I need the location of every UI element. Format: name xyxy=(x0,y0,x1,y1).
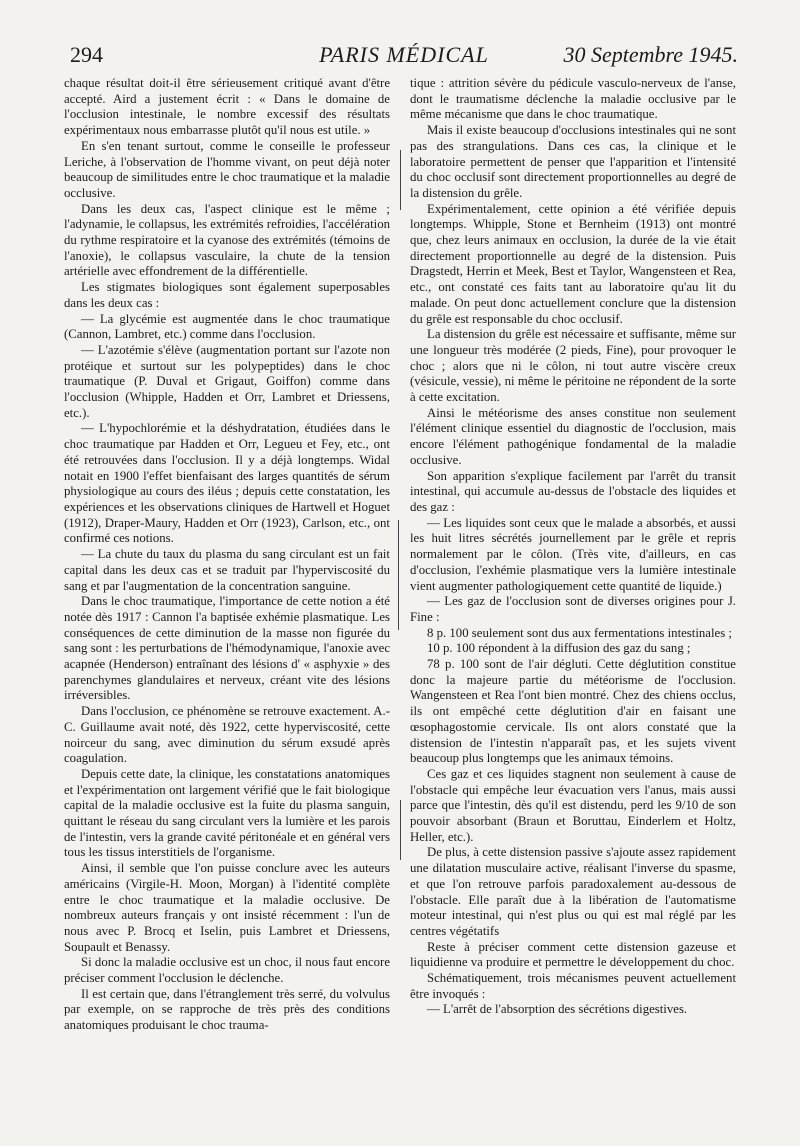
margin-mark xyxy=(400,150,401,210)
margin-mark xyxy=(398,520,399,630)
right-column xyxy=(410,76,736,1018)
paragraph: Depuis cette date, la clinique, les constatations anatomiques et l'expérimentation ont largement vérifié que le fait biologique capital de la maladie occlusive est la fuite du plasma sanguin, quittant le réseau du sang circulant vers la lumière et les parois de l'intestin, vers la grande cavité péritonéale et en général vers tous les tissus interstitiels de l'organisme. xyxy=(64,766,390,860)
paragraph: 78 p. 100 sont de l'air dégluti. Cette déglutition constitue donc la majeure partie du météorisme de l'occlusion. Wangensteen et Rea l'ont bien montré. Chez des chiens occlus, ils ont empêché cette déglutition d'air en faisant une œsophagostomie cervicale. Ils ont alors constaté que la distension de l'intestin n'apparaît pas, et les sujets vivent beaucoup plus longtemps que les animaux témoins. xyxy=(410,657,736,766)
page-header xyxy=(70,42,738,72)
paragraph: chaque résultat doit-il être sérieusement critiqué avant d'être accepté. Aird a justement écrit : « Dans le domaine de l'occlusion intestinale, le nombre excessif des résultats expérimentaux nous embarrasse plutôt qu'il nous est utile. » xyxy=(64,76,390,138)
paragraph: De plus, à cette distension passive s'ajoute assez rapidement une dilatation musculaire active, réalisant l'inverse du spasme, et que l'on retrouve parfois paradoxalement au-dessous de l'obstacle. Elle paraît due à la libération de l'automatisme moteur intestinal, qui n'est plus ou qui est mal réglé par les centres végétatifs xyxy=(410,845,736,938)
paragraph: Dans le choc traumatique, l'importance de cette notion a été notée dès 1917 : Cannon l'a baptisée exhémie plasmatique. Les conséquences de cette diminution de la masse non figurée du sang sont : les perturbations de l'hémodynamique, l'anoxie avec acapnée (Henderson) entraînant des lésions d' « asphyxie » des parenchymes glandulaires et nerveux, créant vite des lésions irréversibles. xyxy=(64,594,390,703)
left-column xyxy=(64,76,390,1034)
paragraph: Les stigmates biologiques sont également superposables dans les deux cas : xyxy=(64,280,390,310)
paragraph: — La chute du taux du plasma du sang circulant est un fait capital dans les deux cas et se traduit par l'hyperviscosité du sang et par l'augmentation de la concentration sanguine. xyxy=(64,547,390,593)
paragraph: — Les liquides sont ceux que le malade a absorbés, et aussi les huit litres sécrétés journellement par le grêle et repris normalement par le côlon. (Très vite, d'ailleurs, en cas d'occlusion, l'exhémie plasmatique vers la lumière intestinale vient augmenter pathologiquement cette quantité de liquide.) xyxy=(410,515,736,593)
paragraph: — La glycémie est augmentée dans le choc traumatique (Cannon, Lambret, etc.) comme dans l'occlusion. xyxy=(64,311,390,342)
paragraph: Reste à préciser comment cette distension gazeuse et liquidienne va produire et permettre le développement du choc. xyxy=(410,939,736,970)
paragraph: Expérimentalement, cette opinion a été vérifiée depuis longtemps. Whipple, Stone et Bernheim (1913) ont montré que, chez leurs animaux en occlusion, la durée de la vie était directement proportionnelle au degré de la distension. Puis Dragstedt, Herrin et Meek, Best et Taylor, Wangensteen et Rea, etc., ont constaté ces faits tant au laboratoire qu'au lit du malade. On peut donc actuellement conclure que la distension du grêle est responsable du choc occlusif. xyxy=(410,201,736,326)
paragraph: 8 p. 100 seulement sont dus aux fermentations intestinales ; xyxy=(427,625,732,640)
paragraph: Ces gaz et ces liquides stagnent non seulement à cause de l'obstacle qui empêche leur évacuation vers l'anus, mais aussi parce que l'intestin, dès qu'il est distendu, perd les 9/10 de son pouvoir absorbant (Braun et Boruttau, Einderlem et Holtz, Heller, etc.). xyxy=(410,766,736,844)
journal-title: PARIS MÉDICAL xyxy=(319,42,489,67)
paragraph: Son apparition s'explique facilement par l'arrêt du transit intestinal, qui accumule au-dessus de l'obstacle des liquides et des gaz : xyxy=(410,468,736,514)
paragraph: — L'hypochlorémie et la déshydratation, étudiées dans le choc traumatique par Hadden et Orr, Legueu et Fey, etc., ont été retrouvées dans l'occlusion. Il y a déjà longtemps. Widal notait en 1900 l'effet bienfaisant des larges quantités de sérum physiologique au cours des iléus ; depuis cette constatation, les expériences et les observations cliniques de Hartwell et Hoguet (1912), Draper-Maury, Hadden et Orr (1923), Carlson, etc., ont confirmé ces notions. xyxy=(64,421,390,546)
paragraph: Dans l'occlusion, ce phénomène se retrouve exactement. A.-C. Guillaume avait noté, dès 1922, cette hyperviscosité, cette noirceur du sang, avec diminution du sérum exsudé après coagulation. xyxy=(64,704,390,766)
paragraph: Ainsi, il semble que l'on puisse conclure avec les auteurs américains (Virgile-H. Moon, Morgan) à l'identité complète entre le choc traumatique et la maladie occlusive. De nombreux auteurs français y ont insisté récemment : l'un de nous avec P. Brocq et Iselin, puis Lambret et Driessens, Soupault et Benassy. xyxy=(64,861,390,954)
paragraph: Si donc la maladie occlusive est un choc, il nous faut encore préciser comment l'occlusion le déclenche. xyxy=(64,955,390,986)
paragraph: Il est certain que, dans l'étranglement très serré, du volvulus par exemple, on se rapproche de très près des conditions anatomiques produisant le choc trauma- xyxy=(64,986,390,1033)
paragraph: — L'azotémie s'élève (augmentation portant sur l'azote non protéique et surtout sur les polypeptides) dans le choc traumatique (P. Duval et Grigaut, Goiffon) comme dans l'occlusion (Whipple, Hadden et Orr, Lambret et Driessens, etc.). xyxy=(64,342,390,420)
paragraph: Schématiquement, trois mécanismes peuvent actuellement être invoqués : xyxy=(410,971,736,1001)
paragraph: 10 p. 100 répondent à la diffusion des gaz du sang ; xyxy=(427,641,691,656)
paragraph: — L'arrêt de l'absorption des sécrétions digestives. xyxy=(427,1002,688,1017)
paragraph: La distension du grêle est nécessaire et suffisante, même sur une longueur très modérée (2 pieds, Fine), pour provoquer le choc ; alors que ni le côlon, ni tout autre viscère creux (vésicule, vessie), ni même le péritoine ne répondent de la sorte à cette excitation. xyxy=(410,327,736,405)
issue-date: 30 Septembre 1945. xyxy=(563,42,738,67)
paragraph: En s'en tenant surtout, comme le conseille le professeur Leriche, à l'observation de l'homme vivant, on peut déjà noter beaucoup de similitudes entre le choc traumatique et la maladie occlusive. xyxy=(64,138,390,200)
paragraph: Dans les deux cas, l'aspect clinique est le même ; l'adynamie, le collapsus, les extrémités refroidies, l'accélération du rythme respiratoire et la cyanose des extrémités (témoins de l'anoxie), le collapsus vasculaire, la chute de la tension artérielle avec effondrement de la différentielle. xyxy=(64,201,390,279)
paragraph: — Les gaz de l'occlusion sont de diverses origines pour J. Fine : xyxy=(410,594,736,624)
paragraph: tique : attrition sévère du pédicule vasculo-nerveux de l'anse, dont le traumatisme déclenche la maladie occlusive par le même mécanisme que dans le choc traumatique. xyxy=(410,76,736,122)
page-number: 294 xyxy=(70,42,103,67)
paragraph: Ainsi le météorisme des anses constitue non seulement l'élément clinique essentiel du diagnostic de l'occlusion, mais encore l'élément pathogénique fondamental de la maladie occlusive. xyxy=(410,405,736,467)
paragraph: Mais il existe beaucoup d'occlusions intestinales qui ne sont pas des strangulations. Dans ces cas, la clinique et le laboratoire permettent de penser que l'apparition et l'intensité du choc occlusif sont directement proportionnelles au degré de la distension du grêle. xyxy=(410,123,736,200)
margin-mark xyxy=(400,800,401,860)
